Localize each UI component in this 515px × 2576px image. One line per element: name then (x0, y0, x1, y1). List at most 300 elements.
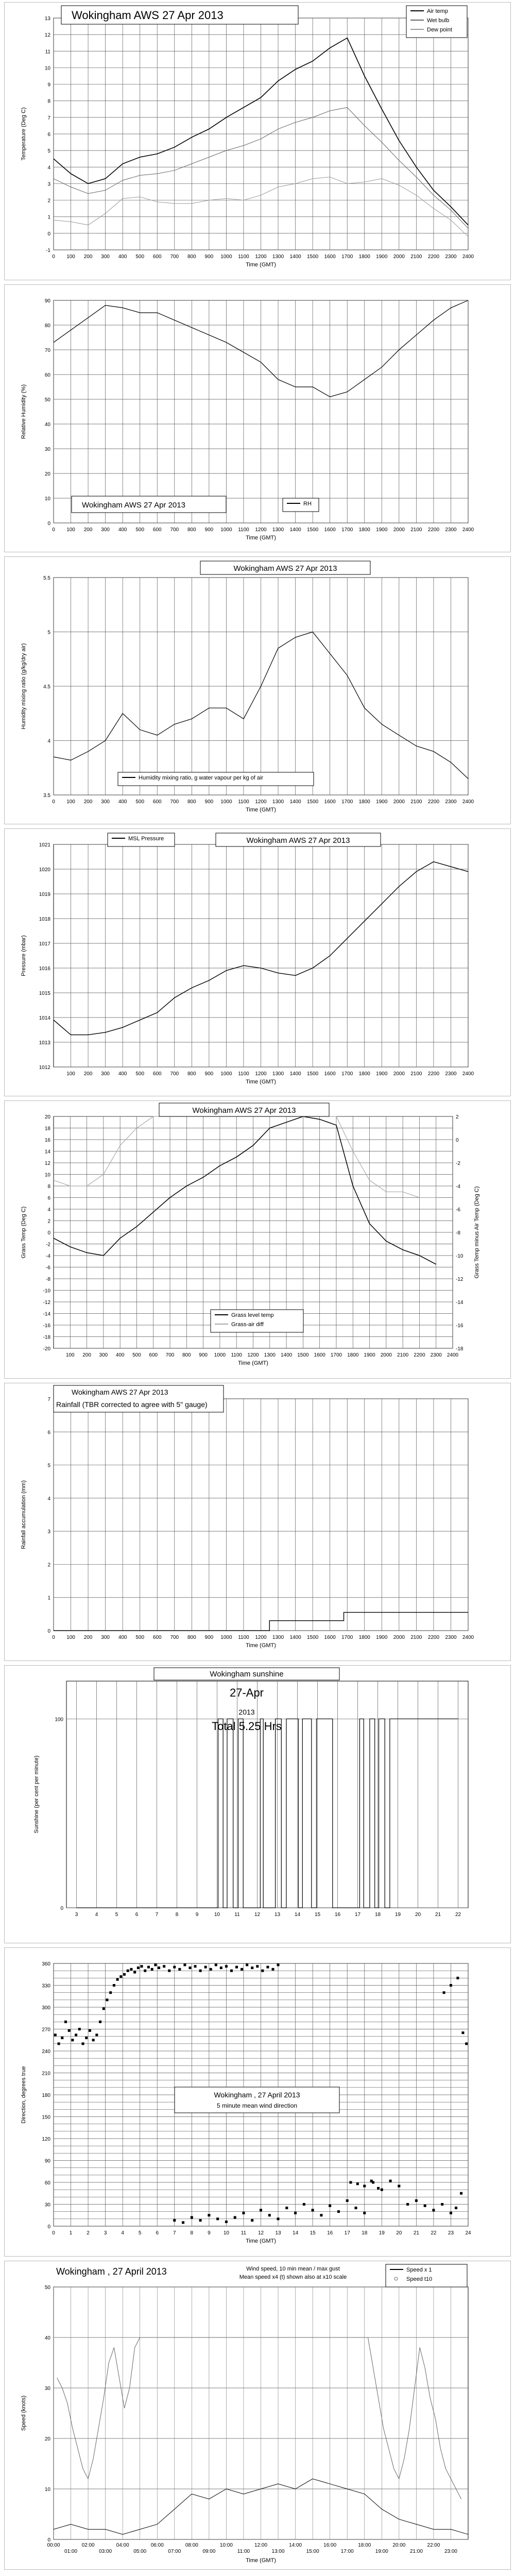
x-tick-label: 300 (99, 1352, 108, 1358)
y-tick-label: 270 (42, 2027, 50, 2033)
data-point (370, 2180, 373, 2182)
data-point (424, 2205, 426, 2207)
chart-title: Wokingham AWS 27 Apr 2013 (82, 501, 185, 510)
x-tick-label: 1700 (330, 1352, 342, 1358)
x-axis-label: Time (GMT) (246, 2557, 276, 2564)
wind-direction-chart (5, 1948, 510, 2256)
x-tick-label: 7 (155, 1912, 159, 1918)
x-tick-label: 1300 (272, 1635, 284, 1640)
data-point (191, 2216, 193, 2219)
x-tick-label: 800 (187, 1635, 196, 1640)
data-point (285, 2207, 288, 2209)
data-point (346, 2199, 349, 2202)
x-tick-label: 700 (170, 1635, 179, 1640)
chart-title: Wokingham AWS 27 Apr 2013 (72, 9, 224, 22)
data-point (242, 2212, 245, 2214)
y-tick-label: 0 (60, 1906, 63, 1911)
legend-label: Speed t10 (406, 2276, 433, 2282)
x-tick-label: 900 (204, 254, 214, 260)
data-point (354, 2207, 357, 2209)
x-tick-label: 1800 (347, 1352, 359, 1358)
x-tick-label: 13:00 (271, 2549, 285, 2554)
x-tick-label: 2300 (445, 1071, 457, 1077)
y-tick-label: 150 (42, 2114, 50, 2121)
y-tick-label: 0 (47, 231, 50, 237)
x-tick-label: 0 (52, 799, 55, 805)
x-tick-label: 700 (170, 799, 179, 805)
x-tick-label: 05:00 (133, 2549, 147, 2554)
data-point (71, 2039, 74, 2041)
legend-label: MSL Pressure (128, 836, 164, 842)
x-tick-label: 1000 (220, 254, 232, 260)
chart-title: Wokingham AWS 27 Apr 2013 (192, 1106, 296, 1115)
x-tick-label: 07:00 (168, 2549, 181, 2554)
data-point (54, 2033, 57, 2036)
x-tick-label: 0 (52, 527, 55, 533)
data-point (312, 2209, 314, 2211)
wind-speed-chart-panel (4, 2261, 511, 2570)
data-point (441, 2203, 443, 2206)
grass-temperature-chart (5, 1101, 510, 1378)
legend-label: Grass-air diff (231, 1321, 264, 1328)
x-tick-label: 2000 (393, 254, 405, 260)
x-tick-label: 21:00 (409, 2549, 423, 2554)
x-tick-label: 1 (69, 2230, 73, 2236)
y-tick-label: 0 (47, 2224, 50, 2230)
x-tick-label: 20 (396, 2230, 402, 2236)
temperature-chart-panel (4, 2, 511, 280)
x-tick-label: 900 (204, 799, 214, 805)
y-tick-label: 9 (47, 82, 50, 88)
x-tick-label: 2200 (427, 254, 440, 260)
y-tick-label: 4 (47, 165, 50, 171)
data-point (443, 1991, 445, 1994)
x-tick-label: 0 (52, 2230, 55, 2236)
x-axis-label: Time (GMT) (246, 262, 276, 268)
x-tick-label: 21 (435, 1912, 441, 1918)
data-point (119, 1975, 122, 1978)
y-axis-label: Temperature (Deg C) (21, 107, 27, 161)
data-point (381, 2189, 383, 2191)
y-tick-label: 10 (44, 2487, 50, 2493)
x-tick-label: 700 (165, 1352, 175, 1358)
data-point (102, 2007, 105, 2010)
data-point (208, 2214, 210, 2216)
x-tick-label: 17 (344, 2230, 350, 2236)
x-tick-label: 18 (374, 1912, 381, 1918)
y-tick-label: 5 (47, 630, 50, 636)
x-tick-label: 06:00 (150, 2543, 164, 2548)
data-point (460, 2192, 462, 2195)
x-tick-label: 200 (82, 1352, 91, 1358)
x-tick-label: 1900 (376, 254, 388, 260)
y-right-tick-label: -2 (456, 1161, 460, 1166)
x-tick-label: 1000 (220, 527, 232, 533)
y-tick-label: 60 (44, 2180, 50, 2186)
data-point (154, 1963, 157, 1966)
x-tick-label: 2100 (410, 1635, 422, 1640)
y-axis-label: Humidity mixing ratio (g/kg/dry air) (21, 643, 27, 730)
y-tick-label: 5.5 (43, 575, 50, 581)
data-point (168, 1970, 170, 1972)
y-tick-label: 1021 (39, 842, 50, 848)
x-tick-label: 100 (66, 527, 75, 533)
chart-title: Wokingham sunshine (210, 1670, 284, 1679)
x-tick-label: 19 (394, 1912, 401, 1918)
x-tick-label: 1800 (358, 254, 370, 260)
y-tick-label: -4 (46, 1253, 50, 1259)
data-point (261, 1970, 264, 1972)
x-tick-label: 1600 (324, 1635, 336, 1640)
legend-label: Dew point (427, 27, 452, 33)
data-point (173, 1966, 176, 1969)
x-tick-label: 1500 (307, 799, 319, 805)
x-tick-label: 1200 (255, 1071, 267, 1077)
y-tick-label: 330 (42, 1983, 50, 1989)
x-tick-label: 1600 (324, 799, 336, 805)
data-point (320, 2214, 322, 2216)
y-tick-label: 10 (44, 1172, 50, 1178)
y-tick-label: 0 (47, 521, 50, 527)
y-tick-label: 3 (47, 181, 50, 188)
x-tick-label: 9 (195, 1912, 199, 1918)
x-tick-label: 23 (448, 2230, 454, 2236)
data-point (85, 2037, 88, 2039)
y-tick-label: 1012 (39, 1065, 50, 1071)
x-tick-label: 2400 (462, 527, 474, 533)
x-tick-label: 1300 (264, 1352, 276, 1358)
y-axis-label: Rainfall accumulation (mm) (21, 1480, 27, 1549)
x-tick-label: 200 (83, 799, 93, 805)
data-point (95, 2033, 98, 2036)
x-tick-label: 2400 (462, 799, 474, 805)
y-axis-label: Relative Humidity (%) (21, 384, 27, 439)
data-point (406, 2203, 409, 2206)
y-axis-label: Grass Temp (Deg C) (21, 1206, 27, 1259)
x-tick-label: 300 (101, 254, 110, 260)
y-tick-label: 1015 (39, 991, 50, 996)
rainfall-chart (5, 1383, 510, 1660)
y-tick-label: 0 (47, 2537, 50, 2543)
x-axis-label: Time (GMT) (246, 2238, 276, 2244)
data-point (216, 2217, 219, 2220)
y-tick-label: 2 (47, 1218, 50, 1225)
y-tick-label: 70 (44, 348, 50, 353)
x-tick-label: 2200 (427, 799, 440, 805)
legend-label: Humidity mixing ratio, g water vapour per kg of air (139, 775, 264, 781)
x-tick-label: 10 (214, 1912, 220, 1918)
y-tick-label: 8 (47, 1184, 50, 1190)
y-tick-label: 90 (44, 2158, 50, 2164)
data-point (450, 2212, 452, 2214)
x-tick-label: 13 (274, 1912, 281, 1918)
x-tick-label: 1400 (289, 527, 301, 533)
y-tick-label: 3.5 (43, 793, 50, 799)
x-tick-label: 13 (275, 2230, 281, 2236)
data-point (363, 2212, 366, 2214)
y-tick-label: 1018 (39, 917, 50, 922)
relative-humidity-chart (5, 285, 510, 552)
y-right-tick-label: -8 (456, 1230, 460, 1236)
x-axis-label: Time (GMT) (246, 807, 276, 813)
x-tick-label: 600 (152, 1635, 162, 1640)
y-tick-label: 1 (47, 1595, 50, 1601)
chart-title: Wokingham , 27 April 2013 (214, 2091, 300, 2099)
y-tick-label: 1014 (39, 1015, 50, 1021)
grass-temp-chart-panel (4, 1100, 511, 1379)
data-point (363, 2185, 366, 2188)
y-tick-label: 80 (44, 323, 50, 329)
y-tick-label: 0 (47, 1230, 50, 1236)
x-tick-label: 2000 (393, 1635, 405, 1640)
x-tick-label: 400 (118, 254, 127, 260)
data-point (92, 2039, 95, 2041)
sunshine-chart-panel (4, 1665, 511, 1943)
y-tick-label: 5 (47, 148, 50, 155)
x-tick-label: 1100 (238, 1071, 249, 1077)
x-tick-label: 800 (182, 1352, 191, 1358)
x-tick-label: 7 (173, 2230, 176, 2236)
x-tick-label: 1900 (376, 1635, 388, 1640)
data-point (377, 2187, 380, 2190)
x-tick-label: 19 (379, 2230, 385, 2236)
y-axis-label: Direction, degrees true (21, 2066, 27, 2124)
x-tick-label: 1000 (220, 1635, 232, 1640)
y-tick-label: 5 (47, 1463, 50, 1469)
x-tick-label: 6 (156, 2230, 159, 2236)
x-tick-label: 2300 (445, 254, 457, 260)
data-point (461, 2031, 464, 2034)
x-tick-label: 400 (118, 1635, 127, 1640)
x-tick-label: 10 (223, 2230, 229, 2236)
chart-title: Wokingham AWS 27 Apr 2013 (233, 564, 337, 573)
temperature-chart (5, 3, 510, 280)
y-axis-label: Pressure (mbar) (21, 935, 27, 976)
data-point (147, 1966, 150, 1969)
data-point (178, 1968, 181, 1971)
y-tick-label: -6 (46, 1265, 50, 1271)
x-tick-label: 1000 (220, 1071, 232, 1077)
x-tick-label: 8 (175, 1912, 179, 1918)
x-tick-label: 1700 (341, 527, 353, 533)
data-point (75, 2033, 77, 2036)
x-tick-label: 16 (334, 1912, 341, 1918)
x-tick-label: 23:00 (444, 2549, 457, 2554)
wind-direction-chart-panel (4, 1947, 511, 2257)
x-tick-label: 1400 (280, 1352, 293, 1358)
x-tick-label: 2300 (445, 799, 457, 805)
y-right-tick-label: -12 (456, 1277, 464, 1282)
x-tick-label: 5 (115, 1912, 118, 1918)
x-tick-label: 1900 (376, 527, 388, 533)
y-tick-label: 300 (42, 2005, 50, 2011)
x-tick-label: 600 (152, 254, 162, 260)
y-tick-label: 40 (44, 422, 50, 428)
x-tick-label: 1700 (341, 1071, 353, 1077)
data-point (130, 1968, 132, 1971)
y-tick-label: 50 (44, 2285, 50, 2291)
data-point (465, 2042, 468, 2045)
data-point (188, 1967, 191, 1969)
y-tick-label: 1020 (39, 867, 50, 873)
x-tick-label: 00:00 (47, 2543, 60, 2548)
x-tick-label: 500 (135, 799, 145, 805)
x-tick-label: 01:00 (64, 2549, 78, 2554)
y-tick-label: 60 (44, 372, 50, 378)
x-tick-label: 1200 (247, 1352, 259, 1358)
y-tick-label: 11 (45, 49, 50, 55)
y-tick-label: 20 (44, 471, 50, 477)
data-point (182, 2221, 184, 2224)
y-tick-label: 20 (44, 1114, 50, 1120)
y-tick-label: 18 (44, 1126, 50, 1132)
x-tick-label: 1900 (376, 1071, 388, 1077)
y-tick-label: 6 (47, 132, 50, 138)
data-point (260, 2209, 262, 2211)
pressure-chart-panel (4, 828, 511, 1096)
x-tick-label: 2400 (462, 254, 474, 260)
y-tick-label: 12 (44, 32, 50, 39)
y-tick-label: 7 (47, 115, 50, 121)
x-tick-label: 2100 (410, 799, 422, 805)
data-point (199, 2219, 202, 2222)
x-tick-label: 5 (138, 2230, 142, 2236)
x-tick-label: 400 (118, 1071, 127, 1077)
y-tick-label: -10 (43, 1288, 50, 1294)
x-tick-label: 1200 (255, 1635, 267, 1640)
x-tick-label: 800 (187, 1071, 196, 1077)
y-tick-label: 20 (44, 2436, 50, 2442)
y-tick-label: 14 (44, 1149, 50, 1155)
y-tick-label: 30 (44, 2386, 50, 2392)
chart-subtitle: Rainfall (TBR corrected to agree with 5" gauge) (56, 1400, 208, 1409)
x-tick-label: 03:00 (99, 2549, 112, 2554)
data-point (251, 1967, 253, 1969)
x-tick-label: 1200 (255, 254, 267, 260)
x-tick-label: 500 (135, 1635, 145, 1640)
x-tick-label: 400 (115, 1352, 125, 1358)
x-tick-label: 1100 (238, 527, 249, 533)
x-tick-label: 1400 (289, 1071, 301, 1077)
y-tick-label: 30 (44, 2202, 50, 2208)
y-tick-label: 120 (42, 2137, 50, 2142)
y-tick-label: -1 (46, 248, 50, 253)
y-tick-label: -20 (43, 1346, 50, 1352)
x-tick-label: 1300 (272, 1071, 284, 1077)
data-point (246, 1963, 248, 1966)
x-tick-label: 11:00 (237, 2549, 250, 2554)
chart-subtitle: Wind speed, 10 min mean / max gust (246, 2266, 340, 2272)
y-right-tick-label: -14 (456, 1300, 464, 1306)
x-tick-label: 2300 (445, 527, 457, 533)
data-point (89, 2029, 91, 2032)
x-tick-label: 1000 (214, 1352, 226, 1358)
x-tick-label: 2000 (393, 1071, 405, 1077)
x-tick-label: 2100 (410, 1071, 422, 1077)
x-tick-label: 600 (149, 1352, 158, 1358)
x-tick-label: 300 (101, 1635, 110, 1640)
y-right-tick-label: -18 (456, 1346, 464, 1352)
data-point (133, 1971, 136, 1974)
x-tick-label: 900 (204, 1071, 214, 1077)
x-tick-label: 0 (52, 1635, 55, 1640)
x-tick-label: 1300 (272, 527, 284, 533)
x-tick-label: 8 (190, 2230, 194, 2236)
x-tick-label: 1500 (307, 527, 319, 533)
data-point (163, 1965, 165, 1968)
x-tick-label: 2200 (427, 1071, 440, 1077)
x-axis-label: Time (GMT) (246, 1079, 276, 1085)
data-point (235, 1966, 238, 1969)
x-tick-label: 1700 (341, 1635, 353, 1640)
y-tick-label: 0 (47, 1629, 50, 1634)
y-tick-label: 100 (55, 1717, 63, 1723)
x-tick-label: 2000 (393, 799, 405, 805)
x-tick-label: 18 (362, 2230, 368, 2236)
x-tick-label: 1400 (289, 799, 301, 805)
y-tick-label: 1013 (39, 1040, 50, 1046)
x-tick-label: 14 (294, 1912, 301, 1918)
chart-title: Wokingham AWS 27 Apr 2013 (246, 836, 350, 845)
data-point (225, 1965, 228, 1968)
y-tick-label: 180 (42, 2093, 50, 2098)
x-tick-label: 21 (413, 2230, 419, 2236)
data-point (268, 2214, 271, 2216)
x-tick-label: 800 (187, 527, 196, 533)
x-tick-label: 09:00 (202, 2549, 216, 2554)
x-tick-label: 20:00 (392, 2543, 406, 2548)
x-tick-label: 700 (170, 1071, 179, 1077)
x-tick-label: 11 (241, 2230, 247, 2236)
x-tick-label: 24 (465, 2230, 471, 2236)
chart-subtitle: 5 minute mean wind direction (216, 2102, 298, 2109)
x-tick-label: 1900 (364, 1352, 375, 1358)
y-right-tick-label: 0 (456, 1138, 459, 1143)
data-point (266, 1966, 269, 1969)
data-point (106, 1998, 108, 2001)
x-tick-label: 700 (170, 254, 179, 260)
data-point (82, 2042, 84, 2045)
x-tick-label: 1800 (358, 1071, 370, 1077)
y-tick-label: -14 (43, 1311, 50, 1317)
y-tick-label: 7 (47, 1397, 50, 1402)
x-tick-label: 1500 (297, 1352, 309, 1358)
data-point (173, 2219, 176, 2222)
data-point (99, 2021, 101, 2023)
x-tick-label: 10:00 (219, 2543, 233, 2548)
x-tick-label: 17:00 (340, 2549, 354, 2554)
plot-frame (66, 1681, 468, 1908)
y-tick-label: -16 (43, 1323, 50, 1329)
data-point (183, 1963, 186, 1966)
legend-label: RH (303, 501, 312, 507)
x-tick-label: 2000 (380, 1352, 392, 1358)
legend-label: Wet bulb (427, 18, 450, 24)
x-tick-label: 100 (66, 1635, 75, 1640)
y-tick-label: 13 (44, 16, 50, 22)
x-tick-label: 1800 (358, 1635, 370, 1640)
y-axis-right-label: Grass Temp minus Air Temp (Deg C) (474, 1186, 480, 1279)
data-point (116, 1978, 119, 1981)
legend-label: Speed x 1 (406, 2267, 432, 2273)
x-tick-label: 2100 (397, 1352, 409, 1358)
x-tick-label: 14:00 (289, 2543, 302, 2548)
data-point (456, 1977, 459, 1979)
x-tick-label: 100 (66, 254, 75, 260)
y-tick-label: 30 (44, 447, 50, 452)
y-tick-label: 240 (42, 2049, 50, 2055)
x-tick-label: 12 (258, 2230, 264, 2236)
